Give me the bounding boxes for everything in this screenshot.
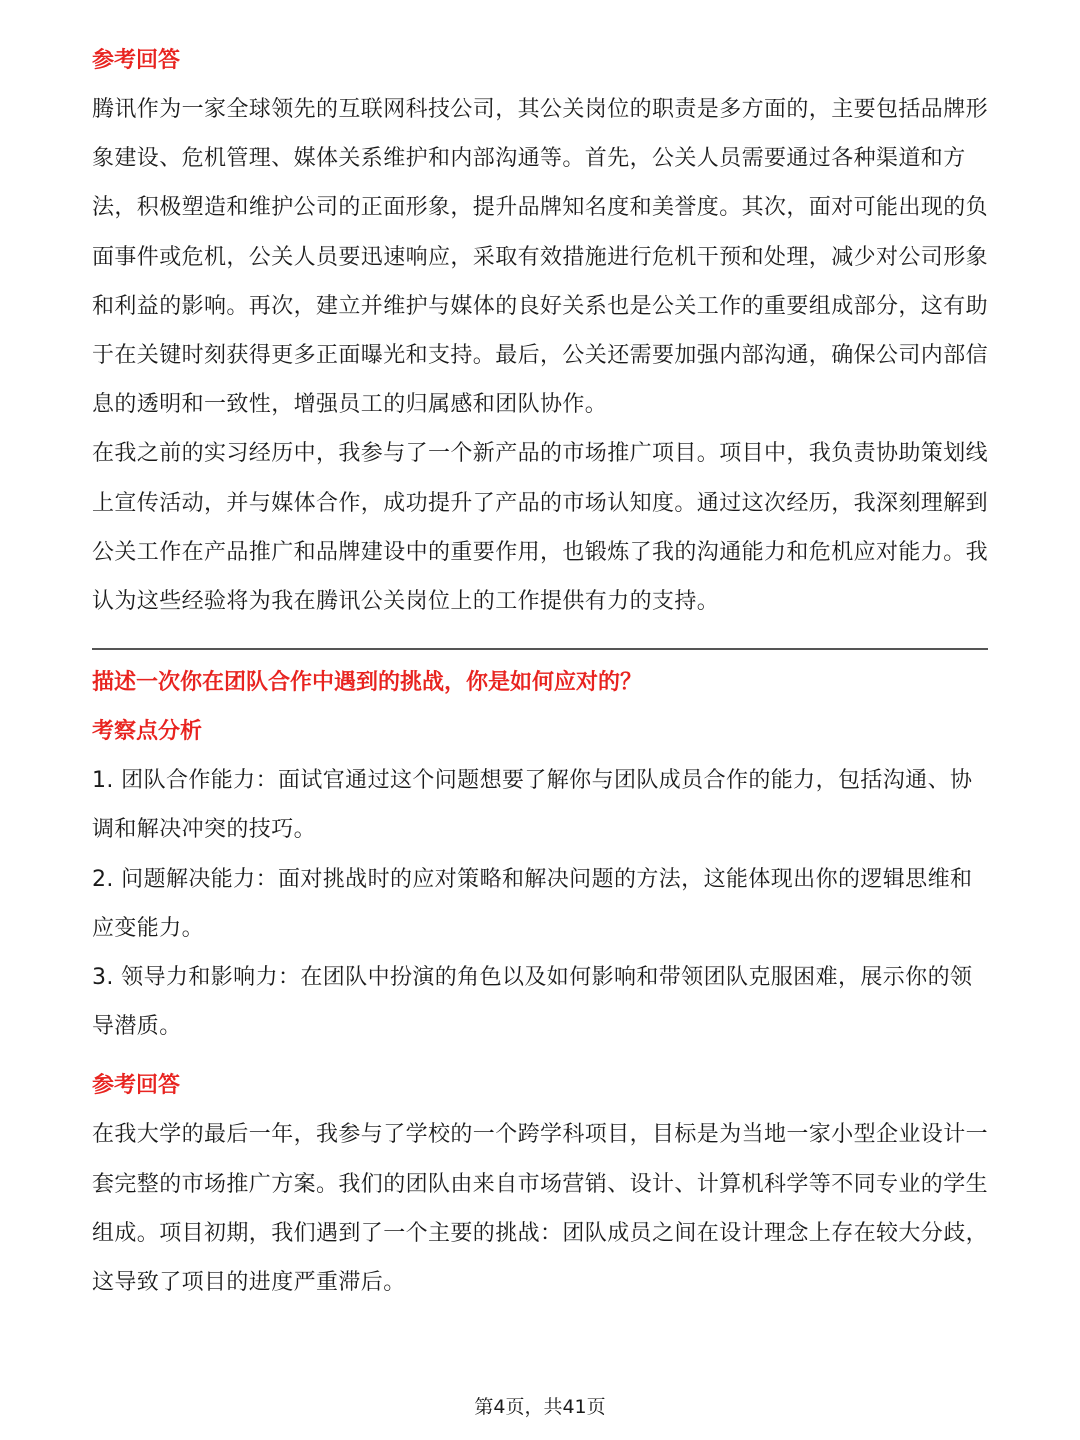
document-page: [92, 36, 988, 1307]
answer-heading: 参考回答: [92, 1073, 181, 1099]
answer-heading: 参考回答: [92, 48, 181, 73]
answer-paragraph: 在我之前的实习经历中，我参与了一个新产品的市场推广项目。项目中，我负责协助策划线上宣传活动，并与媒体合作，成功提升了产品的市场认知度。通过这次经历，我深刻理解到公关工作在产品推广和品牌建设中的重要作用，也锻炼了我的沟通能力和危机应对能力。我认为这些经验将为我在腾讯公关岗位上的工作提供有力的支持。: [92, 441, 989, 615]
spacer: [92, 1051, 988, 1061]
analysis-point: 1. 团队合作能力：面试官通过这个问题想要了解你与团队成员合作的能力，包括沟通、协调和解决冲突的技巧。: [92, 768, 973, 843]
answer-paragraph: 在我大学的最后一年，我参与了学校的一个跨学科项目，目标是为当地一家小型企业设计一套完整的市场推广方案。我们的团队由来自市场营销、设计、计算机科学等不同专业的学生组成。项目初期，我们遇到了一个主要的挑战：团队成员之间在设计理念上存在较大分歧，这导致了项目的进度严重滞后。: [92, 1122, 989, 1296]
page-number: 第4页，共41页: [474, 1396, 606, 1418]
answer-paragraph: 腾讯作为一家全球领先的互联网科技公司，其公关岗位的职责是多方面的，主要包括品牌形象建设、危机管理、媒体关系维护和内部沟通等。首先，公关人员需要通过各种渠道和方法，积极塑造和维护公司的正面形象，提升品牌知名度和美誉度。其次，面对可能出现的负面事件或危机，公关人员要迅速响应，采取有效措施进行危机干预和处理，减少对公司形象和利益的影响。再次，建立并维护与媒体的良好关系也是公关工作的重要组成部分，这有助于在关键时刻获得更多正面曝光和支持。最后，公关还需要加强内部沟通，确保公司内部信息的透明和一致性，增强员工的归属感和团队协作。: [92, 97, 989, 418]
section-divider: [92, 648, 988, 650]
analysis-heading: 考察点分析: [92, 719, 203, 745]
question-heading: 描述一次你在团队合作中遇到的挑战，你是如何应对的？: [92, 670, 643, 696]
analysis-point: 3. 领导力和影响力：在团队中扮演的角色以及如何影响和带领团队克服困难，展示你的领导潜质。: [92, 965, 973, 1040]
analysis-point: 2. 问题解决能力：面对挑战时的应对策略和解决问题的方法，这能体现出你的逻辑思维和应变能力。: [92, 866, 973, 941]
